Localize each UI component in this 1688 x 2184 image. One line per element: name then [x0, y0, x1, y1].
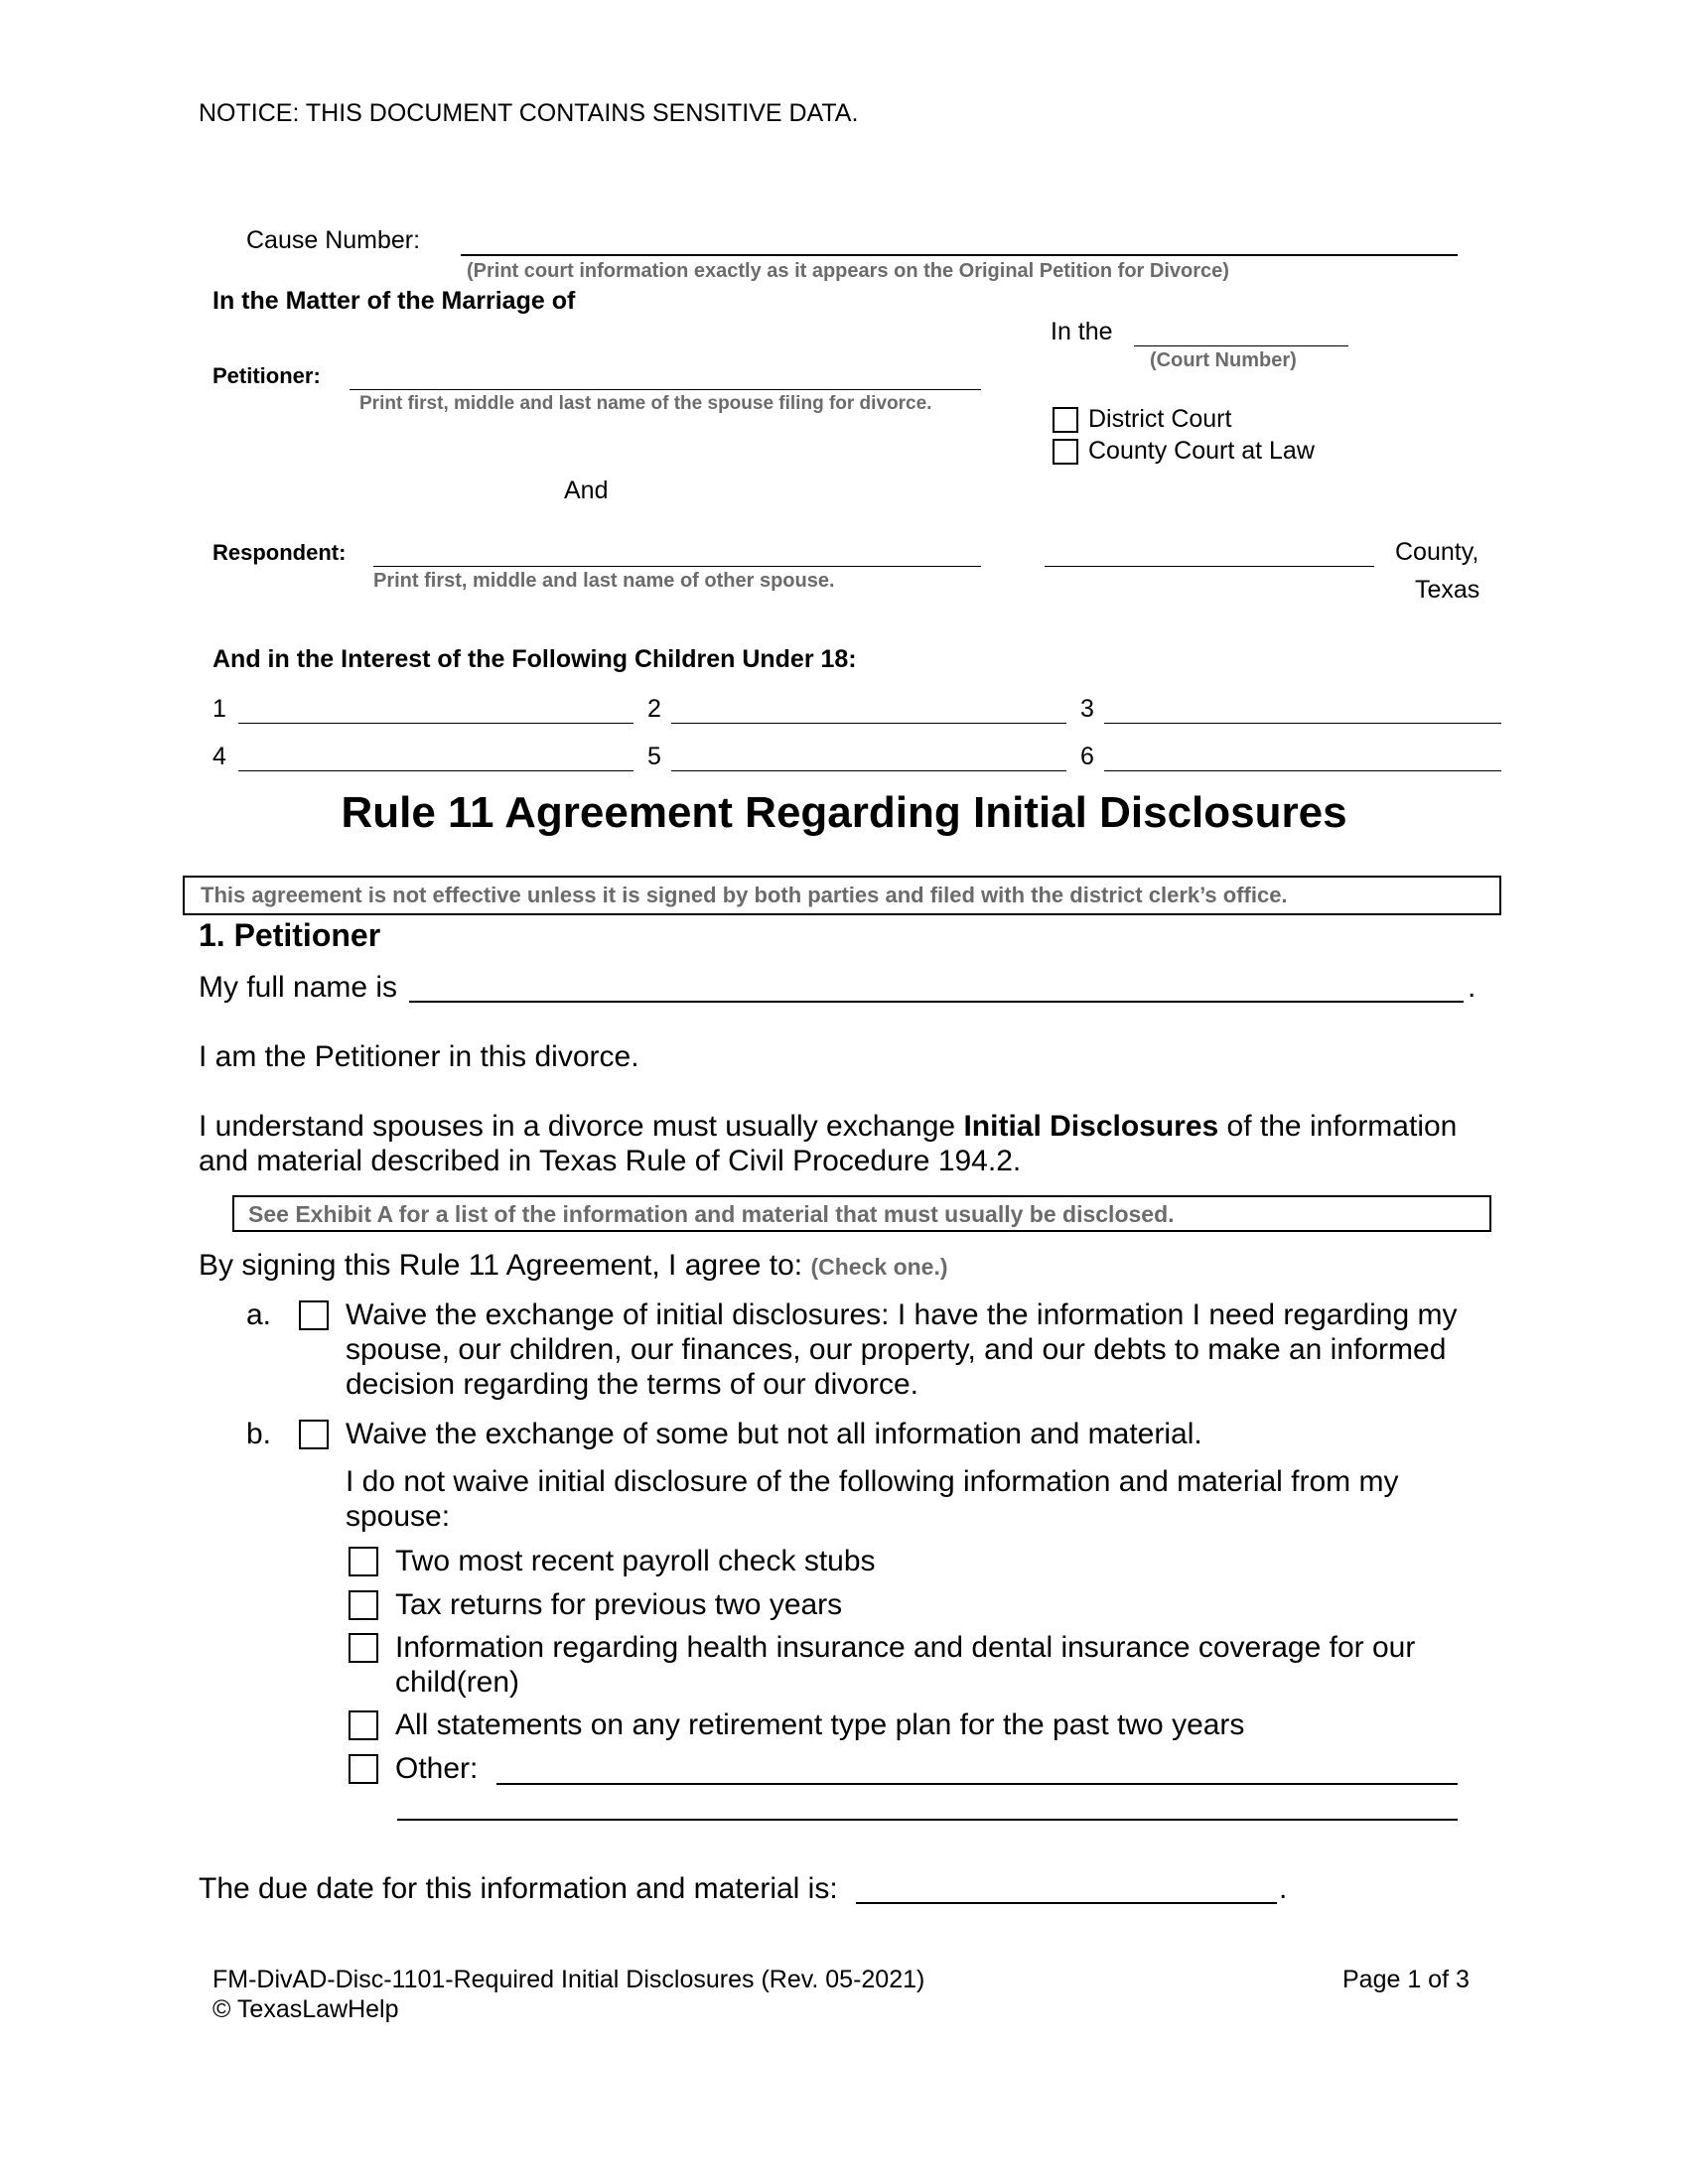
not-waive-line: spouse:	[346, 1500, 451, 1533]
county-field[interactable]	[1045, 566, 1374, 567]
district-court-label: District Court	[1088, 405, 1232, 433]
petitioner-name-field[interactable]	[350, 389, 981, 390]
county-label: County,	[1395, 538, 1479, 566]
page-number: Page 1 of 3	[1342, 1966, 1470, 1993]
child-name-field[interactable]	[1104, 770, 1501, 771]
cause-number-label: Cause Number:	[246, 226, 421, 254]
initial-disclosures-term: Initial Disclosures	[963, 1110, 1219, 1143]
and-label: And	[564, 477, 609, 504]
sensitive-data-notice: NOTICE: THIS DOCUMENT CONTAINS SENSITIVE DATA.	[199, 99, 859, 127]
county-court-at-law-label: County Court at Law	[1088, 437, 1315, 465]
effective-note-box	[183, 876, 1501, 915]
child-name-field[interactable]	[671, 770, 1066, 771]
respondent-label: Respondent:	[212, 540, 347, 565]
other-label: Other:	[395, 1752, 479, 1785]
health-insurance-checkbox[interactable]	[349, 1633, 378, 1663]
petitioner-hint: Print first, middle and last name of the spouse filing for divorce.	[359, 393, 932, 414]
county-court-at-law-checkbox[interactable]	[1053, 439, 1078, 465]
document-title: Rule 11 Agreement Regarding Initial Disclosures	[341, 788, 1347, 837]
other-field-line-2[interactable]	[397, 1819, 1458, 1821]
option-b-label: Waive the exchange of some but not all information and material.	[346, 1418, 1202, 1450]
respondent-hint: Print first, middle and last name of other spouse.	[373, 570, 835, 592]
child-number: 5	[647, 743, 661, 770]
cause-number-field[interactable]	[461, 254, 1458, 256]
court-info-hint: (Print court information exactly as it appears on the Original Petition for Divorce)	[467, 260, 1229, 282]
option-a-line: spouse, our children, our finances, our property, and our debts to make an informed	[346, 1333, 1447, 1366]
option-b-letter: b.	[246, 1418, 272, 1450]
district-court-checkbox[interactable]	[1053, 407, 1078, 433]
child-name-field[interactable]	[671, 723, 1066, 724]
understand-text: I understand spouses in a divorce must usually exchange	[199, 1110, 964, 1143]
texas-label: Texas	[1415, 576, 1480, 604]
children-heading: And in the Interest of the Following Children Under 18:	[212, 645, 857, 673]
not-waive-line: I do not waive initial disclosure of the following information and material from my	[346, 1465, 1399, 1498]
payroll-stubs-checkbox[interactable]	[349, 1547, 378, 1576]
option-a-line: Waive the exchange of initial disclosures: I have the information I need regarding my	[346, 1298, 1458, 1331]
section-heading: 1. Petitioner	[199, 917, 381, 953]
matter-heading: In the Matter of the Marriage of	[212, 287, 576, 315]
full-name-period: .	[1468, 971, 1477, 1004]
petitioner-statement: I am the Petitioner in this divorce.	[199, 1040, 639, 1073]
option-a-letter: a.	[246, 1298, 272, 1331]
exhibit-note-box	[232, 1195, 1491, 1232]
child-number: 6	[1080, 743, 1094, 770]
other-field[interactable]	[496, 1783, 1458, 1785]
in-the-label: In the	[1051, 318, 1113, 345]
form-id: FM-DivAD-Disc-1101-Required Initial Disclosures (Rev. 05-2021)	[212, 1966, 925, 1993]
agree-label-line	[199, 1249, 948, 1283]
court-number-field[interactable]	[1134, 345, 1348, 346]
child-name-field[interactable]	[238, 723, 633, 724]
due-date-period: .	[1279, 1872, 1288, 1905]
due-date-label: The due date for this information and material is:	[199, 1872, 838, 1905]
full-name-field[interactable]	[409, 1001, 1464, 1003]
retirement-statements-label: All statements on any retirement type plan for the past two years	[395, 1708, 1245, 1741]
court-number-hint: (Court Number)	[1150, 349, 1297, 371]
agree-label: By signing this Rule 11 Agreement, I agree to:	[199, 1249, 803, 1282]
check-one-hint: (Check one.)	[810, 1254, 948, 1280]
option-b-checkbox[interactable]	[299, 1420, 329, 1449]
option-a-checkbox[interactable]	[299, 1300, 329, 1330]
understand-line-1	[199, 1110, 1457, 1144]
child-number: 4	[212, 743, 226, 770]
understand-line-2: and material described in Texas Rule of Civil Procedure 194.2.	[199, 1145, 1022, 1177]
child-name-field[interactable]	[1104, 723, 1501, 724]
child-name-field[interactable]	[238, 770, 633, 771]
full-name-label: My full name is	[199, 971, 398, 1004]
health-insurance-label-cont: child(ren)	[395, 1666, 520, 1699]
respondent-name-field[interactable]	[373, 566, 981, 567]
understand-text-end: of the information	[1218, 1110, 1458, 1143]
retirement-statements-checkbox[interactable]	[349, 1710, 378, 1740]
due-date-field[interactable]	[856, 1902, 1277, 1904]
tax-returns-label: Tax returns for previous two years	[395, 1588, 843, 1621]
effective-note: This agreement is not effective unless it is signed by both parties and filed with the district clerk’s office.	[201, 883, 1288, 907]
exhibit-note: See Exhibit A for a list of the information and material that must usually be disclosed.	[248, 1201, 1175, 1227]
petitioner-label: Petitioner:	[212, 363, 321, 388]
health-insurance-label: Information regarding health insurance and dental insurance coverage for our	[395, 1631, 1416, 1664]
other-checkbox[interactable]	[349, 1754, 378, 1784]
payroll-stubs-label: Two most recent payroll check stubs	[395, 1545, 876, 1577]
child-number: 2	[647, 695, 661, 723]
tax-returns-checkbox[interactable]	[349, 1590, 378, 1620]
copyright: © TexasLawHelp	[212, 1995, 399, 2023]
option-a-line: decision regarding the terms of our divorce.	[346, 1368, 918, 1401]
child-number: 3	[1080, 695, 1094, 723]
child-number: 1	[212, 695, 226, 723]
